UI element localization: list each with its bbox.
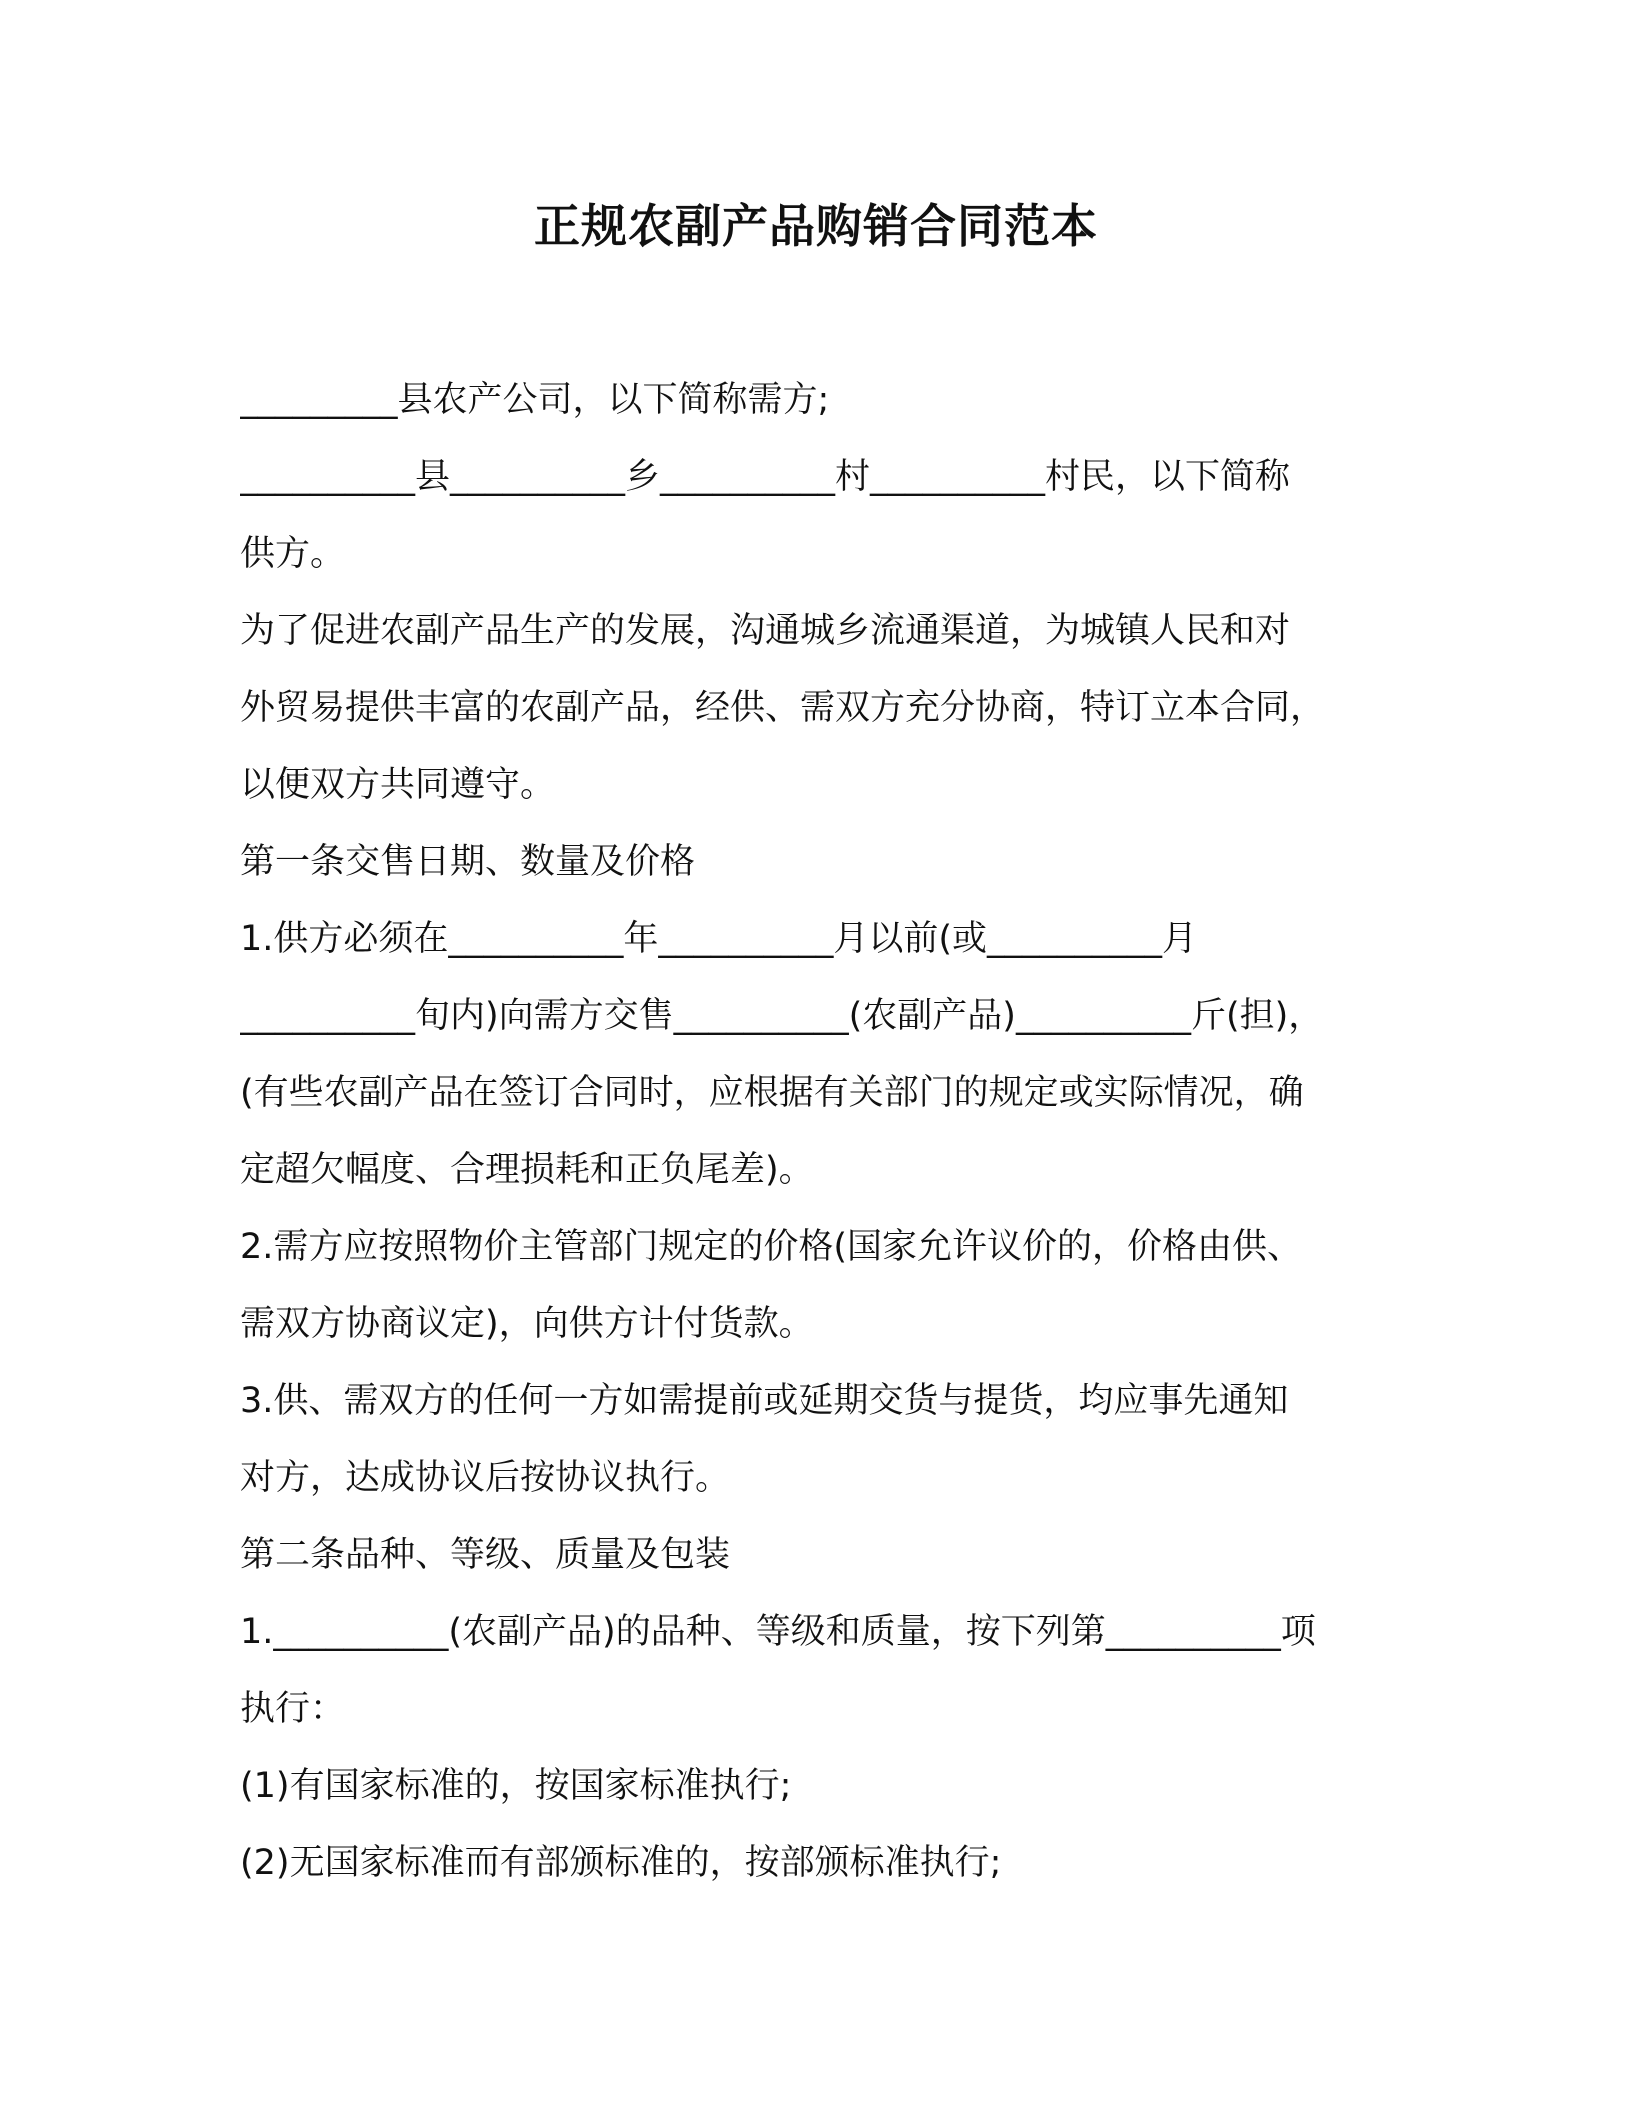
- article-2-clause-1: 执行：: [240, 1689, 346, 1729]
- article-1-clause-2: 需双方协商议定)，向供方计付货款。: [240, 1304, 814, 1344]
- document-body: [240, 362, 1390, 1902]
- preamble-line: 为了促进农副产品生产的发展，沟通城乡流通渠道，为城镇人民和对: [240, 611, 1291, 651]
- article-1-clause-2: 2.需方应按照物价主管部门规定的价格(国家允许议价的，价格由供、: [240, 1227, 1303, 1267]
- article-2-heading: 第二条品种、等级、质量及包装: [240, 1535, 731, 1575]
- article-1-clause-3: 3.供、需双方的任何一方如需提前或延期交货与提货，均应事先通知: [240, 1381, 1289, 1421]
- article-1-clause-1: __________旬内)向需方交售__________(农副产品)__________斤(担)，: [240, 996, 1324, 1036]
- document-title: 正规农副产品购销合同范本: [534, 199, 1098, 253]
- article-1-clause-3: 对方，达成协议后按协议执行。: [240, 1458, 731, 1498]
- article-1-heading: 第一条交售日期、数量及价格: [240, 842, 696, 882]
- article-1-clause-1: 定超欠幅度、合理损耗和正负尾差)。: [240, 1150, 814, 1190]
- article-2-item-2: (2)无国家标准而有部颁标准的，按部颁标准执行;: [240, 1843, 1002, 1883]
- article-2-item-1: (1)有国家标准的，按国家标准执行;: [240, 1766, 792, 1806]
- party-supply-line-cont: 供方。: [240, 534, 346, 574]
- party-demand-line: _________县农产公司，以下简称需方;: [240, 380, 830, 420]
- article-2-clause-1: 1.__________(农副产品)的品种、等级和质量，按下列第__________项: [240, 1612, 1316, 1652]
- article-1-clause-1: 1.供方必须在__________年__________月以前(或__________月: [240, 919, 1198, 959]
- preamble-line: 以便双方共同遵守。: [240, 765, 556, 805]
- article-1-clause-1: (有些农副产品在签订合同时，应根据有关部门的规定或实际情况，确: [240, 1073, 1304, 1113]
- party-supply-line: __________县__________乡__________村__________村民，以下简称: [240, 457, 1291, 497]
- preamble-line: 外贸易提供丰富的农副产品，经供、需双方充分协商，特订立本合同，: [240, 688, 1326, 728]
